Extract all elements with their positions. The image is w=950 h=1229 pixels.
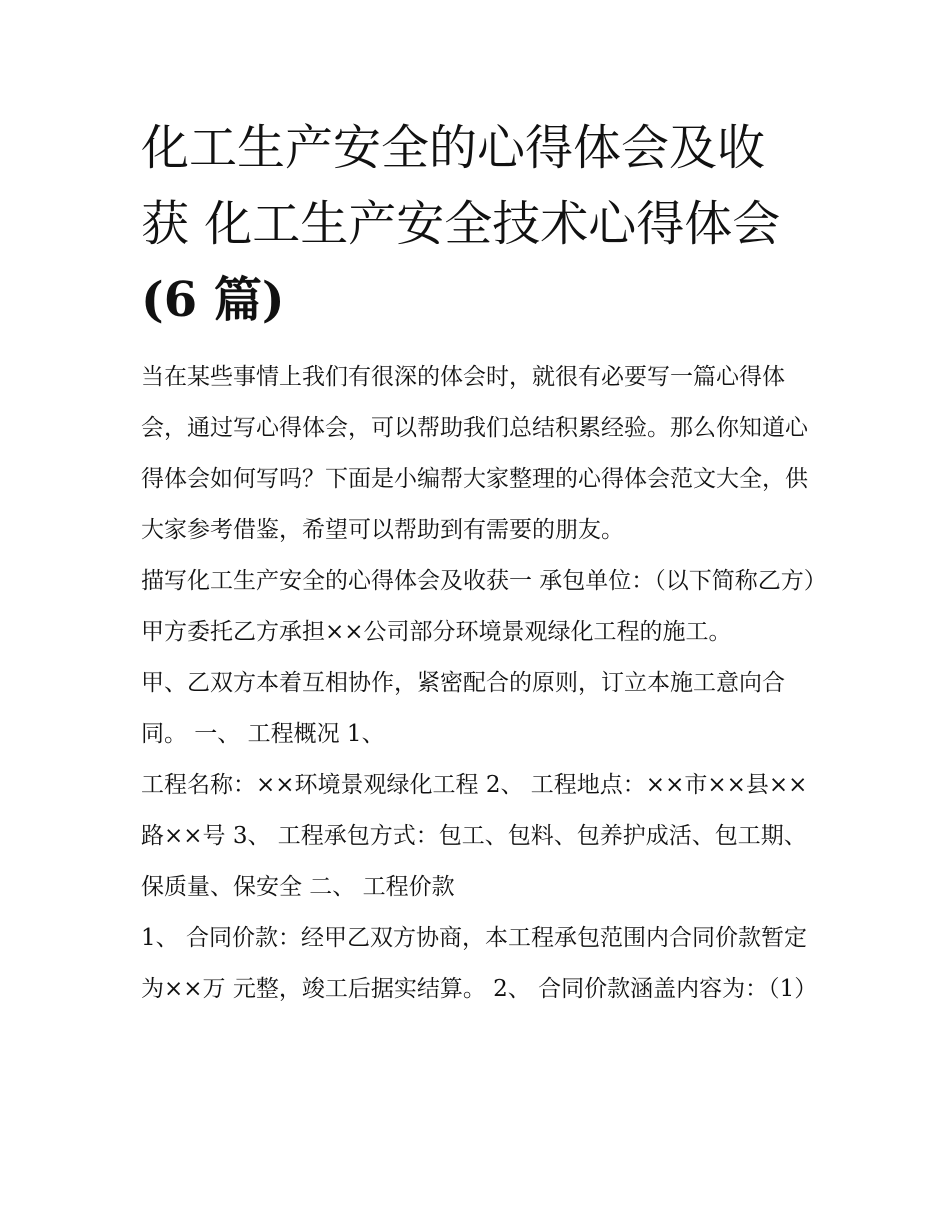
title-line-3: (6 篇)	[141, 272, 285, 328]
contract-price-paragraph: 1、 合同价款：经甲乙双方协商，本工程承包范围内合同价款暂定为××万 元整，竣工后据实结算。 2、 合同价款涵盖内容为：（1）	[141, 925, 818, 1002]
title-line-2: 获 化工生产安全技术心得体会	[141, 196, 781, 252]
project-details-paragraph: 工程名称：××环境景观绿化工程 2、 工程地点：××市××县××路××号 3、 工程承包方式：包工、包料、包养护成活、包工期、保质量、保安全 二、 工程价款	[141, 772, 808, 900]
agreement-paragraph: 甲、乙双方本着互相协作，紧密配合的原则，订立本施工意向合同。 一、 工程概况 1、	[141, 670, 785, 747]
document-title	[141, 110, 821, 338]
document-page	[141, 110, 827, 1015]
intro-paragraph: 当在某些事情上我们有很深的体会时，就很有必要写一篇心得体会，通过写心得体会，可以帮助我们总结积累经验。那么你知道心得体会如何写吗？下面是小编帮大家整理的心得体会范文大全，供大家参考借鉴，希望可以帮助到有需要的朋友。	[141, 364, 808, 543]
section-heading-paragraph: 描写化工生产安全的心得体会及收获一 承包单位：（以下简称乙方）	[141, 568, 827, 594]
commission-paragraph: 甲方委托乙方承担××公司部分环境景观绿化工程的施工。	[141, 619, 732, 645]
title-line-1: 化工生产安全的心得体会及收	[141, 120, 766, 176]
